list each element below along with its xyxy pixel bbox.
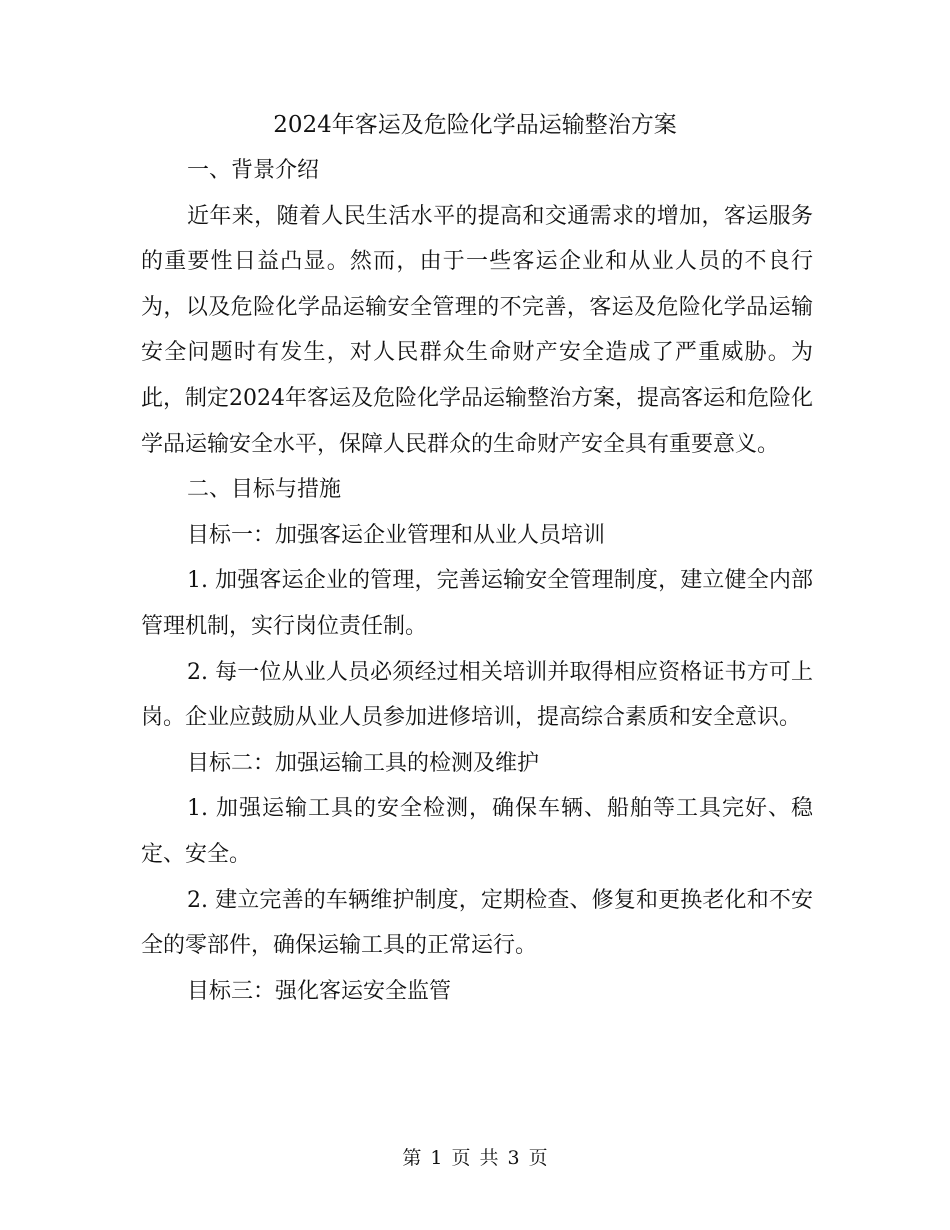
section-heading-goals: 二、目标与措施	[187, 477, 342, 503]
document-body	[141, 148, 813, 1014]
goal-one-item-1: 1. 加强客运企业的管理，完善运输安全管理制度，建立健全内部管理机制，实行岗位责任制。	[141, 568, 813, 639]
goal-three-heading: 目标三：强化客运安全监管	[187, 978, 452, 1004]
goal-one-heading: 目标一：加强客运企业管理和从业人员培训	[187, 522, 606, 548]
goal-one-item-2: 2. 每一位从业人员必须经过相关培训并取得相应资格证书方可上岗。企业应鼓励从业人员参加进修培训，提高综合素质和安全意识。	[141, 659, 813, 731]
goal-two-heading: 目标二：加强运输工具的检测及维护	[187, 750, 540, 776]
paragraph-background: 近年来，随着人民生活水平的提高和交通需求的增加，客运服务的重要性日益凸显。然而，由于一些客运企业和从业人员的不良行为，以及危险化学品运输安全管理的不完善，客运及危险化学品运输安全问题时有发生，对人民群众生命财产安全造成了严重威胁。为此，制定2024年客运及危险化学品运输整治方案，提高客运和危险化学品运输安全水平，保障人民群众的生命财产安全具有重要意义。	[141, 203, 813, 457]
document-title: 2024年客运及危险化学品运输整治方案	[273, 112, 677, 138]
page-number-footer: 第 1 页 共 3 页	[402, 1147, 548, 1169]
goal-two-item-1: 1. 加强运输工具的安全检测，确保车辆、船舶等工具完好、稳定、安全。	[141, 796, 813, 867]
section-heading-background: 一、背景介绍	[187, 158, 320, 183]
goal-two-item-2: 2. 建立完善的车辆维护制度，定期检查、修复和更换老化和不安全的零部件，确保运输工具的正常运行。	[141, 887, 813, 959]
